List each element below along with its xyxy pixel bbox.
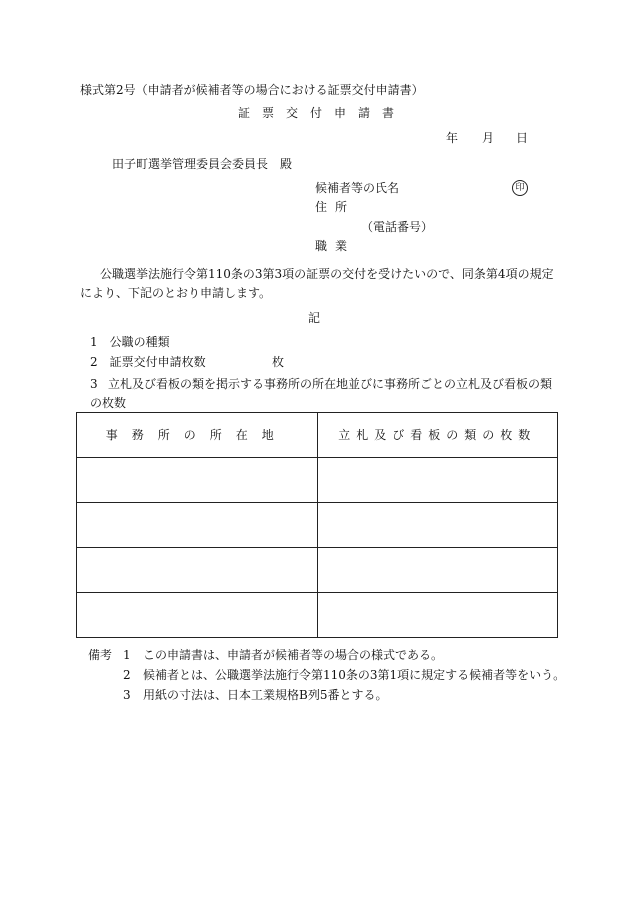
item-label: 証票交付申請枚数: [109, 355, 206, 369]
item-number: 3: [90, 377, 98, 391]
sign-count-cell[interactable]: [317, 458, 558, 503]
item-label: 公職の種類: [109, 335, 170, 349]
ki-heading: 記: [308, 311, 321, 325]
item-office-locations: [90, 375, 560, 413]
note-text: この申請書は、申請者が候補者等の場合の様式である。: [143, 648, 444, 662]
addressee: 田子町選挙管理委員会委員長 殿: [112, 157, 293, 171]
candidate-name-label: 候補者等の氏名: [315, 181, 400, 195]
item-office-type: [90, 336, 170, 348]
occupation-label: 職業: [315, 239, 356, 253]
date-month-label: 月: [482, 131, 495, 145]
office-sign-table: [76, 412, 558, 638]
note-item: [123, 649, 443, 661]
note-number: 3: [123, 688, 131, 702]
office-location-cell[interactable]: [77, 548, 318, 593]
note-item: [123, 669, 565, 681]
count-unit-label: 枚: [272, 355, 285, 369]
note-text: 候補者とは、公職選挙法施行令第110条の3第1項に規定する候補者等をいう。: [143, 668, 566, 682]
sign-count-cell[interactable]: [317, 593, 558, 638]
table-row: [77, 458, 558, 503]
table-row: [77, 503, 558, 548]
address-label: 住所: [315, 200, 356, 214]
notes-label: 備考: [88, 648, 113, 662]
form-number-title: 様式第2号（申請者が候補者等の場合における証票交付申請書）: [80, 83, 424, 97]
item-number: 2: [90, 355, 98, 369]
sign-count-cell[interactable]: [317, 503, 558, 548]
date-day-label: 日: [516, 131, 529, 145]
table-row: [77, 593, 558, 638]
office-location-cell[interactable]: [77, 458, 318, 503]
header-sign-count: 立札及び看板の類の枚数: [317, 413, 558, 458]
date-year-label: 年: [446, 131, 459, 145]
item-number: 1: [90, 335, 98, 349]
phone-number-label: （電話番号）: [361, 220, 434, 234]
table-header-row: [77, 413, 558, 458]
application-statement: 公職選挙法施行令第110条の3第3項の証票の交付を受けたいので、同条第4項の規定により、下記のとおり申請します。: [80, 267, 554, 300]
note-number: 2: [123, 668, 131, 682]
sign-count-cell[interactable]: [317, 548, 558, 593]
note-text: 用紙の寸法は、日本工業規格B列5番とする。: [143, 688, 388, 702]
office-location-cell[interactable]: [77, 503, 318, 548]
seal-mark-icon: 印: [512, 180, 528, 196]
note-item: [123, 689, 387, 701]
document-title: 証票交付申請書: [238, 106, 407, 120]
note-number: 1: [123, 648, 131, 662]
header-office-location: 事務所の所在地: [77, 413, 318, 458]
table-row: [77, 548, 558, 593]
item-certificate-count: [90, 355, 285, 369]
item-label: 立札及び看板の類を掲示する事務所の所在地並びに事務所ごとの立札及び看板の類の枚数: [90, 377, 553, 410]
office-location-cell[interactable]: [77, 593, 318, 638]
